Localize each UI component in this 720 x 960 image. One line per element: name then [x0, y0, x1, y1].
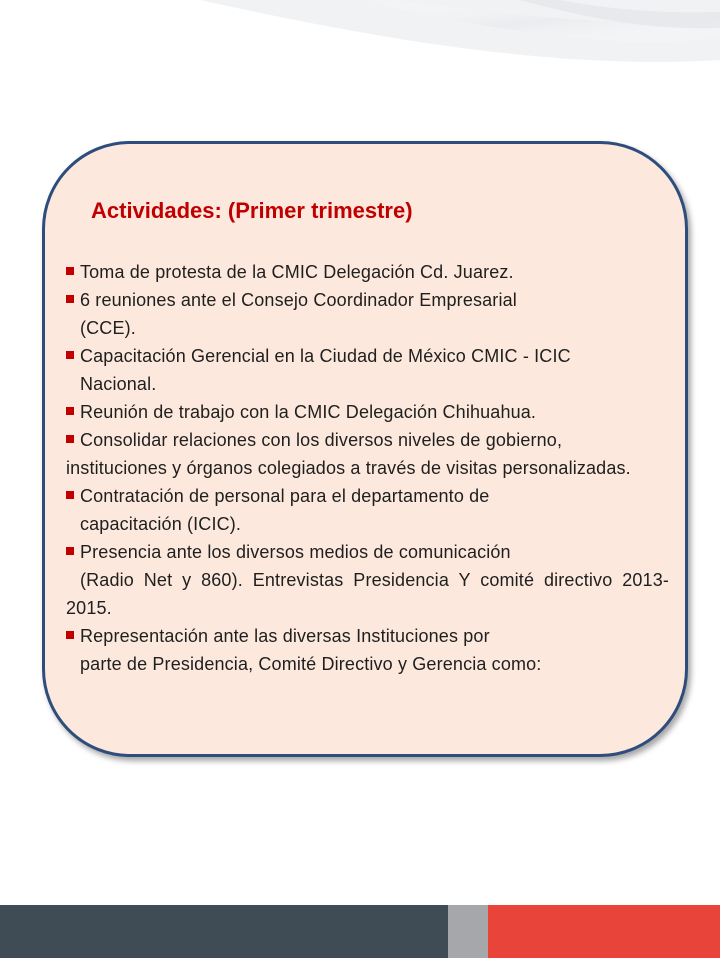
square-bullet-icon	[66, 631, 74, 639]
item-text: Reunión de trabajo con la CMIC Delegación Chihuahua.	[80, 402, 537, 422]
item-text-continued: parte de Presidencia, Comité Directivo y Gerencia como:	[80, 654, 542, 674]
list-item	[66, 426, 669, 482]
footer-gray-segment	[448, 905, 488, 958]
item-text: Toma de protesta de la CMIC Delegación Cd. Juarez.	[80, 262, 514, 282]
footer-red-segment	[488, 905, 720, 958]
item-text: Contratación de personal para el departamento de	[80, 486, 490, 506]
item-text: Representación ante las diversas Instituciones por	[80, 626, 490, 646]
square-bullet-icon	[66, 547, 74, 555]
list-item	[66, 482, 669, 538]
item-text-continued: capacitación (ICIC).	[80, 514, 242, 534]
square-bullet-icon	[66, 435, 74, 443]
square-bullet-icon	[66, 491, 74, 499]
item-text-continued: (CCE).	[80, 318, 136, 338]
item-text: Capacitación Gerencial en la Ciudad de México CMIC - ICIC	[80, 346, 571, 366]
list-item	[66, 342, 669, 398]
square-bullet-icon	[66, 407, 74, 415]
square-bullet-icon	[66, 295, 74, 303]
item-text: Consolidar relaciones con los diversos niveles de gobierno,	[80, 430, 563, 450]
square-bullet-icon	[66, 267, 74, 275]
item-text-continued: Nacional.	[80, 374, 157, 394]
list-item	[66, 622, 669, 678]
activities-heading: Actividades: (Primer trimestre)	[91, 198, 413, 223]
square-bullet-icon	[66, 351, 74, 359]
list-item	[66, 398, 669, 426]
activities-list	[66, 258, 669, 678]
footer-color-bar	[0, 905, 720, 958]
list-item	[66, 258, 669, 286]
list-item	[66, 538, 669, 622]
footer-dark-segment	[0, 905, 448, 958]
item-text: 6 reuniones ante el Consejo Coordinador Empresarial	[80, 290, 517, 310]
item-text-continued: (Radio Net y 860). Entrevistas Presidencia Y comité directivo 2013-2015.	[66, 570, 669, 618]
item-text: Presencia ante los diversos medios de comunicación	[80, 542, 511, 562]
item-text-continued: instituciones y órganos colegiados a través de visitas personalizadas.	[66, 458, 631, 478]
list-item	[66, 286, 669, 342]
